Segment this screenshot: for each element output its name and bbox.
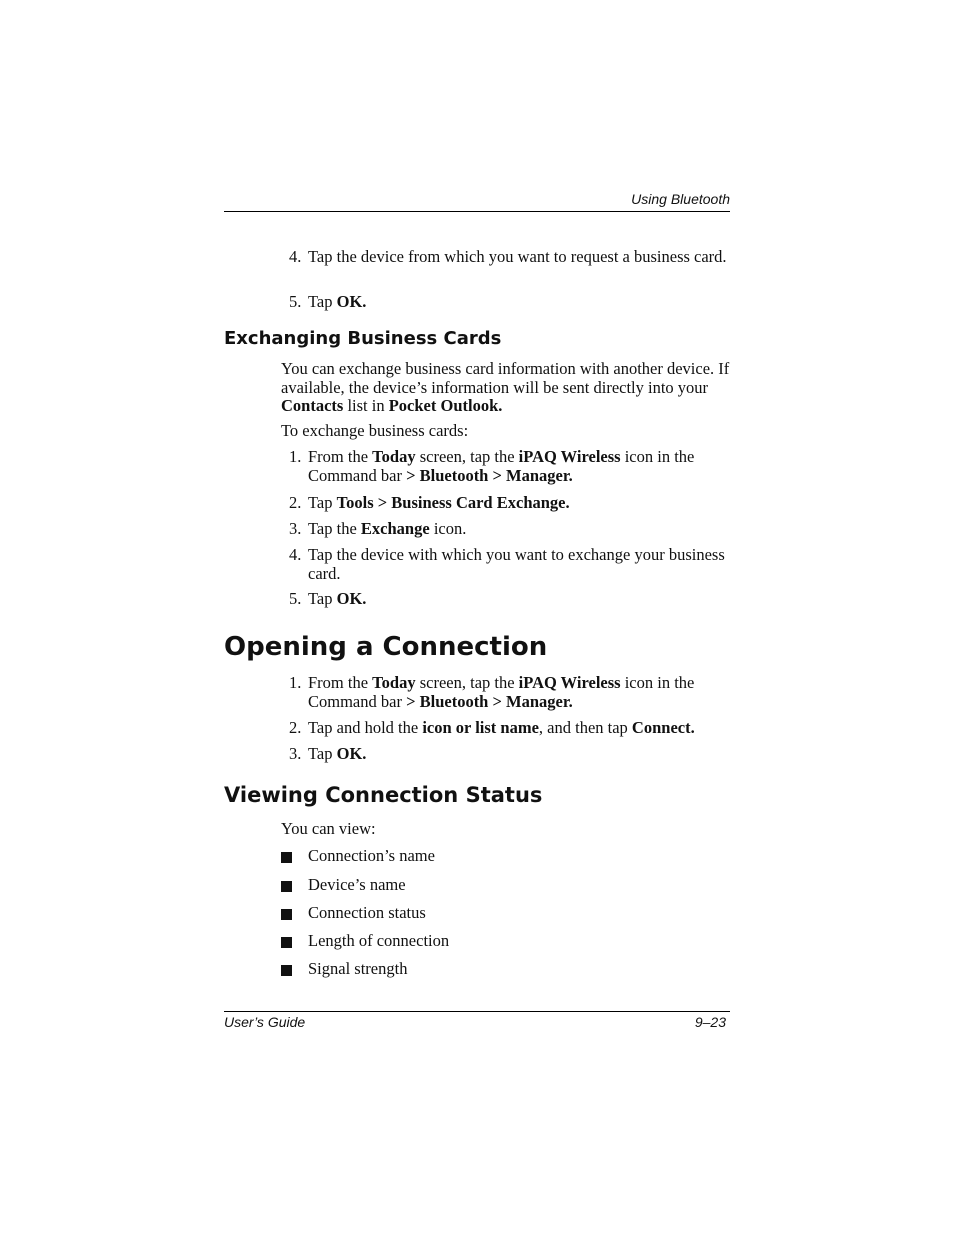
step-number: 2. bbox=[289, 493, 302, 512]
step-text: From the Today screen, tap the iPAQ Wireless icon in the Command bar > Bluetooth > Manager. bbox=[308, 447, 695, 485]
list-item bbox=[289, 719, 729, 738]
bullet-square-icon bbox=[281, 881, 292, 892]
section-heading-opening: Opening a Connection bbox=[224, 632, 548, 662]
step-number: 1. bbox=[289, 447, 302, 466]
step-text: Tap Tools > Business Card Exchange. bbox=[308, 493, 570, 512]
bullet-text: Length of connection bbox=[308, 931, 450, 950]
step-text: Tap OK. bbox=[308, 744, 367, 763]
list-item bbox=[281, 960, 731, 979]
bullet-text: Device’s name bbox=[308, 875, 406, 894]
list-item bbox=[289, 248, 729, 267]
list-item bbox=[289, 293, 729, 312]
step-text: Tap the device from which you want to request a business card. bbox=[308, 247, 727, 266]
footer-rule bbox=[224, 1011, 730, 1012]
page-number: 9–23 bbox=[694, 1014, 726, 1030]
step-text: From the Today screen, tap the iPAQ Wireless icon in the Command bar > Bluetooth > Manager. bbox=[308, 673, 695, 711]
step-number: 5. bbox=[289, 292, 302, 311]
list-item bbox=[289, 745, 729, 764]
list-item bbox=[289, 674, 729, 711]
step-number: 4. bbox=[289, 545, 302, 564]
step-number: 4. bbox=[289, 247, 302, 266]
bullet-square-icon bbox=[281, 852, 292, 863]
section-heading-exchanging: Exchanging Business Cards bbox=[224, 328, 502, 349]
step-text: Tap and hold the icon or list name, and then tap Connect. bbox=[308, 718, 695, 737]
step-number: 3. bbox=[289, 519, 302, 538]
running-header: Using Bluetooth bbox=[631, 191, 730, 207]
step-number: 1. bbox=[289, 673, 302, 692]
bullet-square-icon bbox=[281, 937, 292, 948]
bullet-text: Connection status bbox=[308, 903, 426, 922]
bullet-text: Connection’s name bbox=[308, 846, 435, 865]
list-item bbox=[289, 494, 729, 513]
step-text: Tap OK. bbox=[308, 589, 367, 608]
list-item bbox=[289, 590, 729, 609]
list-item bbox=[281, 847, 731, 866]
bullet-square-icon bbox=[281, 909, 292, 920]
exchanging-lead: To exchange business cards: bbox=[281, 421, 469, 440]
section-heading-viewing: Viewing Connection Status bbox=[224, 783, 543, 807]
step-text: Tap the device with which you want to exchange your business card. bbox=[308, 545, 725, 583]
header-rule bbox=[224, 211, 730, 212]
list-item bbox=[289, 546, 729, 583]
bullet-text: Signal strength bbox=[308, 959, 408, 978]
step-number: 3. bbox=[289, 744, 302, 763]
list-item bbox=[289, 448, 729, 485]
footer-title: User’s Guide bbox=[224, 1014, 306, 1030]
step-number: 5. bbox=[289, 589, 302, 608]
list-item bbox=[281, 932, 731, 951]
step-text: Tap the Exchange icon. bbox=[308, 519, 467, 538]
list-item bbox=[281, 876, 731, 895]
step-number: 2. bbox=[289, 718, 302, 737]
list-item bbox=[281, 904, 731, 923]
bullet-square-icon bbox=[281, 965, 292, 976]
step-text: Tap OK. bbox=[308, 292, 367, 311]
list-item bbox=[289, 520, 729, 539]
exchanging-intro: You can exchange business card information with another device. If available, the device’s information will be sent directly into your Contacts list in Pocket Outlook. bbox=[281, 359, 730, 415]
viewing-lead: You can view: bbox=[281, 819, 376, 838]
